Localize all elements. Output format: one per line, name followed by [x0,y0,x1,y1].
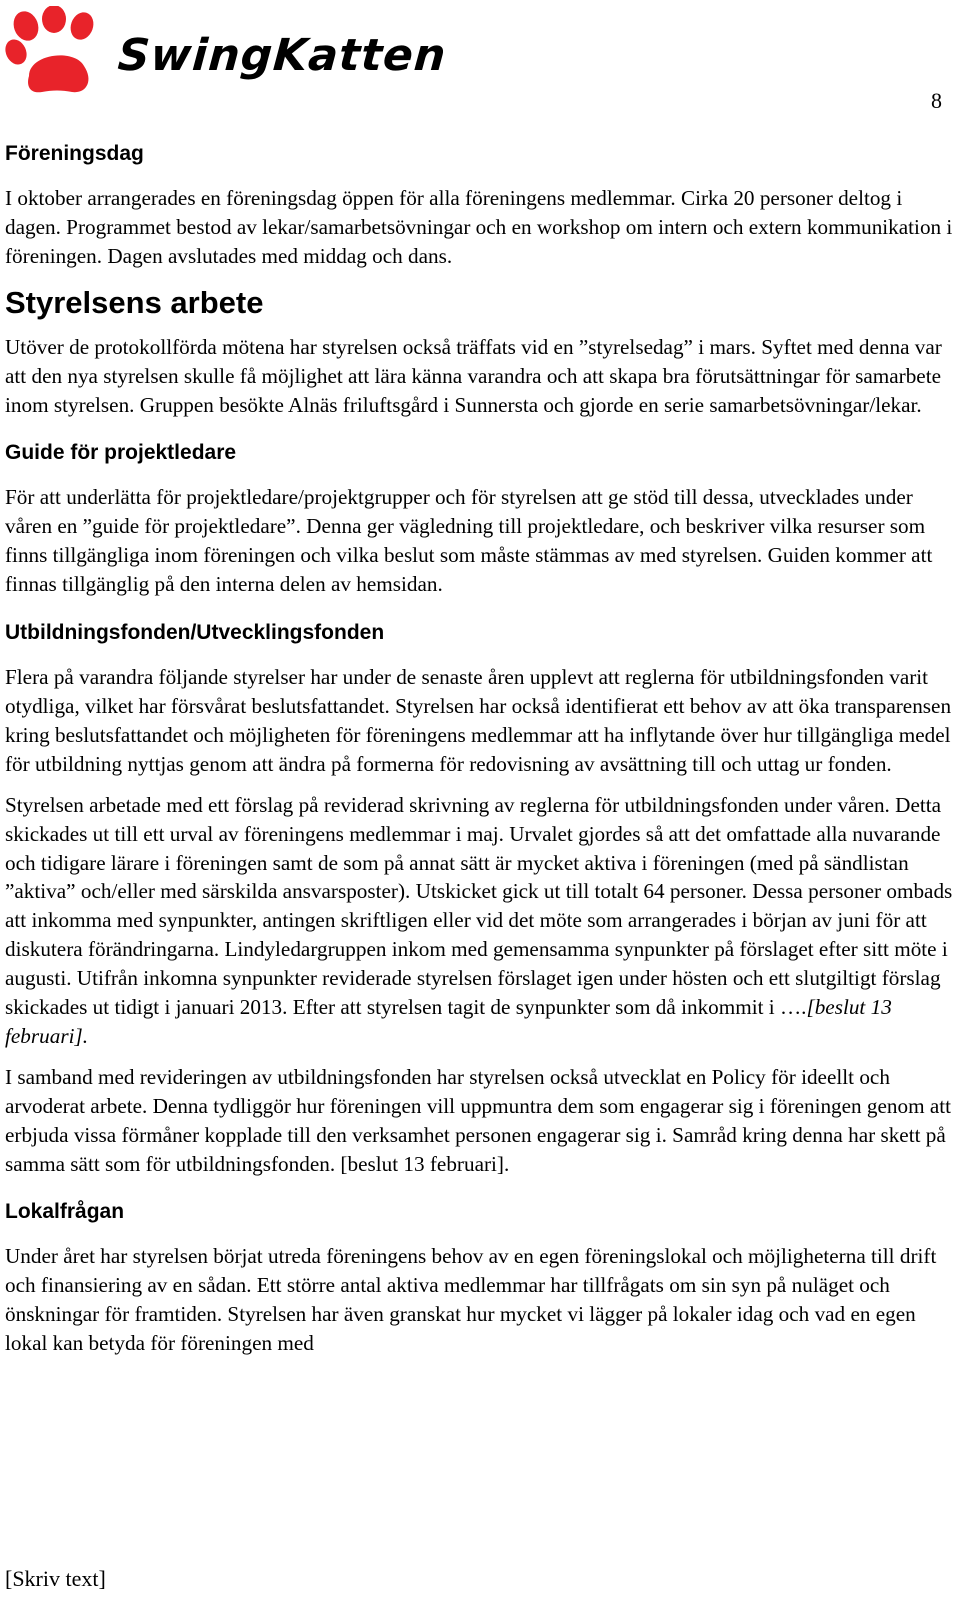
document-body [5,140,953,1370]
paragraph-lokalfragan: Under året har styrelsen börjat utreda föreningens behov av en egen föreningslokal och möjligheterna till drift och finansiering av en sådan. Ett större antal aktiva medlemmar har tillfrågats om sin syn på nuläget och önskningar för framtiden. Styrelsen har även granskat hur mycket vi lägger på lokaler idag och vad en egen lokal kan betyda för föreningen med [5,1244,937,1356]
paragraph-fonden-2 [5,791,953,1051]
paragraph-fonden-3: I samband med revideringen av utbildningsfonden har styrelsen också utvecklat en Policy för ideellt och arvoderat arbete. Denna tydliggör hur föreningen vill uppmuntra dem som engagerar sig i föreningen genom att erbjuda vissa förmåner kopplade till den verksamhet personen engagerar sig i. Samråd kring denna har skett på samma sätt som för utbildningsfonden. [beslut 13 februari]. [5,1064,952,1176]
heading-foreningsdag: Föreningsdag [5,142,144,165]
paragraph-fonden-2-text: Styrelsen arbetade med ett förslag på reviderad skrivning av reglerna för utbildningsfonden under våren. Detta skickades ut till ett urval av föreningens medlemmar i maj. Urvalet gjordes så att det omfattade alla nuvarande och tidigare lärare i föreningen samt de som på annat sätt är mycket aktiva i föreningen (med på sändlistan ”aktiva” och/eller med särskilda ansvarsposter). Utskicket gick ut till totalt 64 personer. Dessa personer ombads att inkomma med synpunkter, antingen skriftligen eller vid det möte som arrangerades i början av juni för att diskutera förändringarna. Lindyledargruppen inkom med gemensamma synpunkter på förslaget efter sitt möte i augusti. Utifrån inkomna synpunkter reviderade styrelsen förslaget igen under hösten och ett slutgiltigt förslag skickades ut tidigt i januari 2013. Efter att styrelsen tagit de synpunkter som då inkommit i …. [5,792,953,1020]
heading-styrelsens-arbete: Styrelsens arbete [5,284,264,320]
brand-name: SwingKatten [116,30,449,81]
decision-note: [beslut 13 februari]. [5,995,892,1048]
paragraph-foreningsdag: I oktober arrangerades en föreningsdag öppen för alla föreningens medlemmar. Cirka 20 personer deltog i dagen. Programmet bestod av lekar/samarbetsövningar och en workshop om intern och extern kommunikation i föreningen. Dagen avslutades med middag och dans. [5,186,953,268]
paragraph-styrelsens-arbete: Utöver de protokollförda mötena har styrelsen också träffats vid en ”styrelsedag” i mars. Syftet med denna var att den nya styrelsen skulle få möjlighet att lära känna varandra och att skapa bra förutsättningar för samarbete inom styrelsen. Gruppen besökte Alnäs friluftsgård i Sunnersta och gjorde en serie samarbetsövningar/lekar. [5,334,942,417]
page-number: 8 [931,88,942,113]
page-header [0,0,960,100]
paragraph-guide: För att underlätta för projektledare/projektgrupper och för styrelsen att ge stöd till dessa, utvecklades under våren en ”guide för projektledare”. Denna ger vägledning till projektledare, och beskriver vilka resurser som finns tillgängliga inom föreningen och vilka beslut som måste stämmas av med styrelsen. Guiden kommer att finnas tillgänglig på den interna delen av hemsidan. [5,485,933,597]
heading-fonden: Utbildningsfonden/Utvecklingsfonden [5,621,385,645]
heading-lokalfragan: Lokalfrågan [5,1200,125,1224]
heading-guide: Guide för projektledare [5,441,237,465]
paragraph-fonden-1: Flera på varandra följande styrelser har under de senaste åren upplevt att reglerna för utbildningsfonden varit otydliga, vilket har försvårat beslutsfattandet. Styrelsen har också identifierat ett behov av att öka transparensen kring beslutsfattandet och möjligheten för föreningens medlemmar att ha inflytande över hur tillgängliga medel för utbildning nyttjas genom att ändra på formerna för redovisning av avsättning till och uttag ur fonden. [5,665,952,776]
paw-icon [4,6,106,96]
footer-placeholder: [Skriv text] [5,1566,106,1591]
